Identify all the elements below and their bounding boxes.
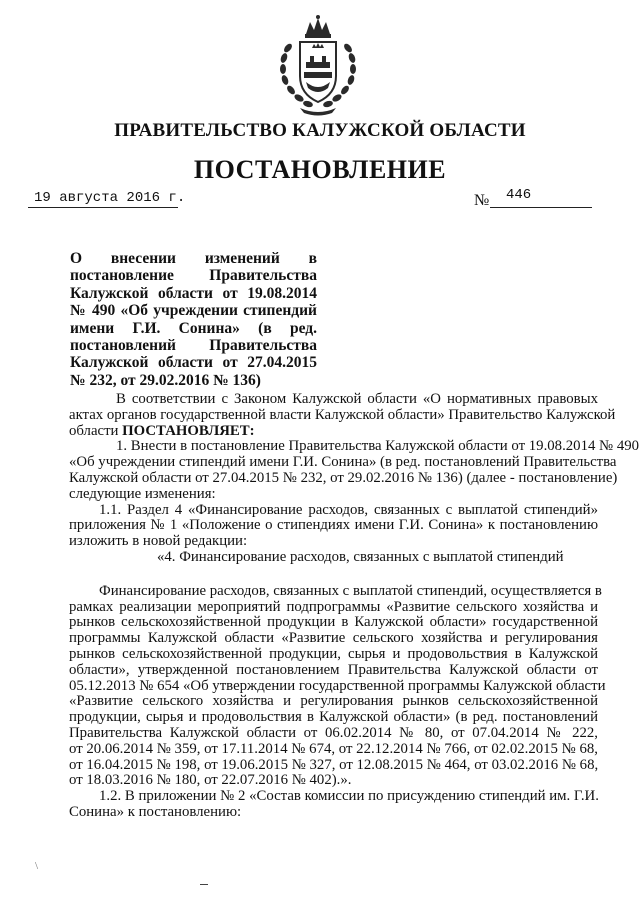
item-1-2-line: 1.2. В приложении № 2 «Состав комиссии по присуждению стипендий им. Г.И. bbox=[99, 788, 599, 805]
item-1-1-line: приложения № 1 «Положение о стипендиях имени Г.И. Сонина» к постановлению bbox=[69, 517, 598, 534]
title-line: № 232, от 29.02.2016 № 136) bbox=[70, 371, 261, 389]
section-4-line: рынков сельскохозяйственной продукции, сырья и продовольствия в Калужской bbox=[69, 645, 598, 662]
item-1-1-line: изложить в новой редакции: bbox=[69, 533, 248, 550]
date-underline bbox=[28, 207, 178, 208]
section-4-line: Правительства Калужской области от 06.02.2014 № 80, от 07.04.2014 № 222, bbox=[69, 724, 598, 741]
coat-of-arms-icon bbox=[270, 14, 366, 116]
document-number: 446 bbox=[506, 187, 532, 203]
item-1-line: Калужской области от 27.04.2015 № 232, от 29.02.2016 № 136) (далее - постановление) bbox=[69, 469, 618, 486]
section-4-line: рынков сельскохозяйственной продукции в Калужской области» государственной bbox=[69, 614, 598, 631]
preamble-line: В соответствии с Законом Калужской области «О нормативных правовых bbox=[116, 391, 598, 407]
item-1-1-line: 1.1. Раздел 4 «Финансирование расходов, связанных с выплатой стипендий» bbox=[99, 501, 598, 518]
organization-title: ПРАВИТЕЛЬСТВО КАЛУЖСКОЙ ОБЛАСТИ bbox=[114, 120, 526, 141]
section-4-line: продукции, сырья и продовольствия в Калужской области» (в ред. постановлений bbox=[69, 709, 598, 726]
section-4-line: 05.12.2013 № 654 «Об утверждении государственной программы Калужской области bbox=[69, 677, 606, 694]
preamble-line-final bbox=[69, 424, 598, 440]
document-subject-title bbox=[70, 250, 317, 389]
title-line: № 490 «Об учреждении стипендий bbox=[70, 302, 317, 320]
item-1-line: «Об учреждении стипендий имени Г.И. Сонина» (в ред. постановлений Правительства bbox=[69, 454, 617, 471]
item-1-line: 1. Внести в постановление Правительства Калужской области от 19.08.2014 № 490 bbox=[116, 438, 640, 455]
section-4-line: «Развитие сельского хозяйства и регулирования рынков сельскохозяйственной bbox=[69, 693, 598, 710]
scan-mark bbox=[200, 884, 208, 885]
document-type-heading: ПОСТАНОВЛЕНИЕ bbox=[193, 155, 447, 184]
number-underline bbox=[490, 207, 592, 208]
preamble-line: актах органов государственной власти Калужской области» Правительство Калужской bbox=[69, 406, 616, 423]
title-line: Калужской области от 27.04.2015 bbox=[70, 354, 317, 372]
section-4-line: программы Калужской области «Развитие сельского хозяйства и регулирования bbox=[69, 630, 598, 647]
title-line: имени Г.И. Сонина» (в ред. bbox=[70, 319, 317, 337]
item-1-line: следующие изменения: bbox=[69, 485, 216, 502]
title-line: постановление Правительства bbox=[70, 267, 317, 285]
title-line: Калужской области от 19.08.2014 bbox=[70, 284, 317, 302]
title-line: О внесении изменений в bbox=[70, 250, 317, 267]
section-4-line: области», утвержденной постановлением Правительства Калужской области от bbox=[69, 661, 598, 678]
section-4-line: от 20.06.2014 № 359, от 17.11.2014 № 674, от 22.12.2014 № 766, от 02.02.2015 № 68, bbox=[69, 740, 598, 757]
decree-keyword: ПОСТАНОВЛЯЕТ: bbox=[122, 422, 255, 439]
number-label: № bbox=[474, 192, 490, 209]
margin-mark: \ bbox=[35, 860, 39, 872]
item-1-2-line: Сонина» к постановлению: bbox=[69, 803, 242, 820]
section-4-heading: «4. Финансирование расходов, связанных с выплатой стипендий bbox=[157, 548, 564, 565]
section-4-line: от 18.03.2016 № 180, от 22.07.2016 № 402).». bbox=[69, 772, 352, 789]
document-date: 19 августа 2016 г. bbox=[34, 190, 186, 206]
section-4-line: Финансирование расходов, связанных с выплатой стипендий, осуществляется в bbox=[99, 582, 602, 599]
section-4-line: рамках реализации мероприятий подпрограммы «Развитие сельского хозяйства и bbox=[69, 598, 598, 615]
section-4-line: от 16.04.2015 № 198, от 19.06.2015 № 327, от 12.08.2015 № 464, от 03.02.2016 № 68, bbox=[69, 756, 599, 773]
document-body bbox=[69, 391, 640, 821]
title-line: постановлений Правительства bbox=[70, 337, 317, 355]
preamble-text: области bbox=[69, 422, 123, 439]
